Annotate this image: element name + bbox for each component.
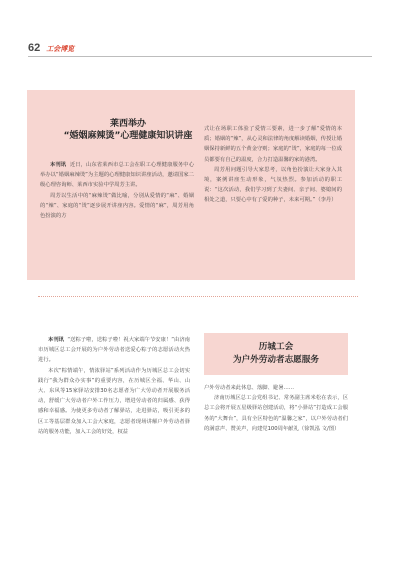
article2-title-line2: 为户外劳动者志愿服务 (233, 355, 319, 365)
article1-para1-text: 近日，山东省莱西市总工会在职工心理健康服务中心举办以“婚姻麻辣烫”为主题的心理健康知识讲座活动，邀请国家二级心理咨询师、莱西市实验中学周芳主讲。 (40, 162, 194, 189)
article2-column-right (204, 383, 348, 434)
article1-para3: 式让在场职工体验了爱情三要素，进一步了解“爱情的本质；婚姻的“辣”，从心灵和法律的角度解读婚姻，传授让婚姻保持新鲜的五个黄金守则；家庭的“烫”，家庭的每一位成员都要有自己的温度，合力打造温馨的家的港湾。 (204, 126, 342, 163)
article2-title-line1: 历城工会 (258, 342, 294, 352)
article1-title-line2: “婚姻麻辣烫”心理健康知识讲座 (63, 131, 193, 141)
article2-title-box (204, 333, 348, 375)
header-rule (28, 56, 372, 57)
article2-lead: 本刊讯 (48, 337, 64, 343)
article2-para1 (38, 335, 190, 366)
section-divider (38, 296, 358, 299)
article1-para2: 周芳以生活中的“麻辣烫”做比喻，分别从爱情的“麻”、婚姻的“辣”、家庭的“烫”逐步展开讲座内容。爱情的“麻”，周芳用角色扮演的方 (40, 192, 194, 220)
article1-title-line1: 莱西举办 (109, 119, 146, 129)
article1-lead: 本刊讯 (50, 162, 67, 168)
article2-para1-text: “送粽子啦，送粽子啦！祝大家端午节安康！”由济南市历城区总工会开展的为户外劳动者送爱心粽子的志愿活动火热进行。 (38, 337, 190, 364)
article1-para1 (40, 160, 194, 191)
article1-column-left (40, 160, 194, 221)
page-number: 62 (28, 42, 41, 54)
page-header (28, 40, 74, 54)
article2-para2: 本次“粽情端午，情浓驿站”系列活动作为历城区总工会切实践行“我为群众办实事”的重要内容，在历城区全福、华山、山大、东风等15家驿站安排30名志愿者为广大劳动者开展服务活动，舒缓广大劳动者户外工作压力，增进劳动者的归属感、获得感和幸福感。为使更多劳动者了解驿站，走进驿站，吸引更多的区工等基层群众加入工会大家庭，志愿者现场讲解户外劳动者驿站的服务功能，加入工会的好处，权益 (38, 367, 190, 435)
article1-column-right (204, 124, 342, 206)
article2-para4: 济南历城区总工会党组书记、常务副主席米松在表示，区总工会将开展五星级驿站创建活动，将“小驿站”打造成工会服务的“大舞台”，具有全区特色的“温馨之家”，以户外劳动者们的满意声、赞美声，向建党100周年献礼（徐凯泓 文/图） (204, 395, 348, 432)
article2-column-left (38, 335, 190, 437)
article1-title (48, 118, 208, 142)
article2-para3: 户外劳动者来此休息、落脚、避暑…… (204, 385, 295, 391)
magazine-name: 工会博览 (46, 45, 75, 53)
article1-para4: 周芳用问题引导大家思考，以角色扮演让大家身入其境，案例讲座生动形象，气氛热烈。参加活动的职工说：“这次活动，我们学习到了夫妻间、亲子间、婆媳间的相处之道，只要心中有了爱的种子，未来可期。”（李丹） (204, 166, 342, 204)
